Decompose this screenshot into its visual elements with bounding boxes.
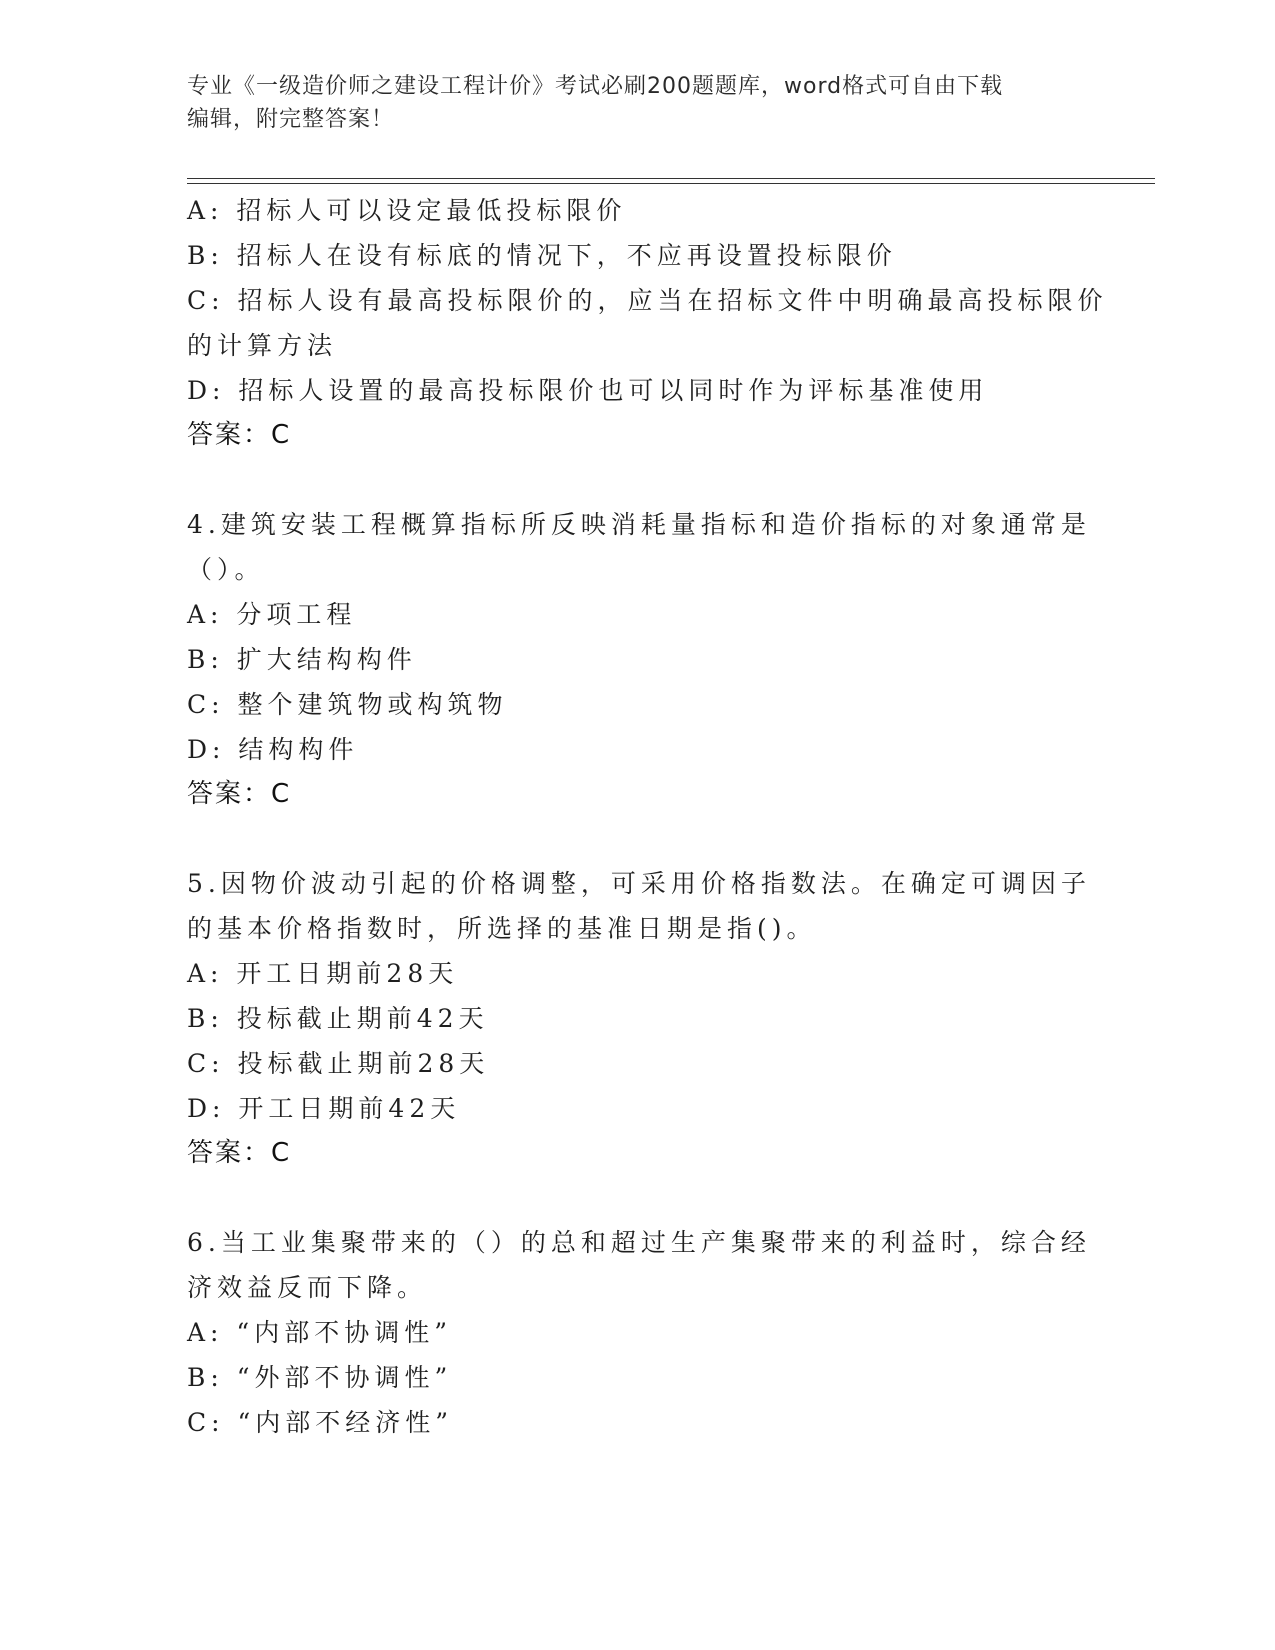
q4-stem-line-2: （）。 — [187, 555, 265, 584]
q3-option-b: B: 招标人在设有标底的情况下，不应再设置投标限价 — [187, 241, 897, 270]
q5-answer: 答案：C — [187, 1138, 292, 1168]
q4-option-c: C: 整个建筑物或构筑物 — [187, 690, 508, 719]
q3-option-c-continued: 的计算方法 — [187, 331, 338, 360]
q3-option-d: D: 招标人设置的最高投标限价也可以同时作为评标基准使用 — [187, 376, 989, 405]
question-5-block — [187, 861, 1091, 1176]
q6-stem-line-1: 6.当工业集聚带来的（）的总和超过生产集聚带来的利益时，综合经 — [187, 1228, 1091, 1257]
q4-option-a: A: 分项工程 — [187, 600, 357, 629]
q4-answer: 答案：C — [187, 779, 292, 809]
header-rule-bottom — [187, 183, 1155, 184]
spacer — [187, 817, 1087, 861]
q6-option-a: A: “内部不协调性” — [187, 1318, 452, 1347]
q5-stem-line-1: 5.因物价波动引起的价格调整，可采用价格指数法。在确定可调因子 — [187, 869, 1091, 898]
document-header — [187, 70, 1067, 136]
q4-option-d: D: 结构构件 — [187, 735, 359, 764]
question-3-block — [187, 188, 1108, 458]
question-content — [187, 188, 1108, 1445]
question-4-block — [187, 502, 1091, 817]
q5-option-d: D: 开工日期前42天 — [187, 1094, 461, 1123]
q5-option-c: C: 投标截止期前28天 — [187, 1049, 490, 1078]
header-line-2: 编辑，附完整答案！ — [187, 107, 395, 132]
header-rule-top — [187, 178, 1155, 179]
q6-option-b: B: “外部不协调性” — [187, 1363, 453, 1392]
q4-stem-line-1: 4.建筑安装工程概算指标所反映消耗量指标和造价指标的对象通常是 — [187, 510, 1091, 539]
q5-option-a: A: 开工日期前28天 — [187, 959, 459, 988]
q6-stem-line-2: 济效益反而下降。 — [187, 1273, 428, 1302]
q6-option-c: C: “内部不经济性” — [187, 1408, 454, 1437]
q5-option-b: B: 投标截止期前42天 — [187, 1004, 489, 1033]
header-line-1: 专业《一级造价师之建设工程计价》考试必刷200题题库，word格式可自由下载 — [187, 74, 1004, 99]
q3-option-c: C: 招标人设有最高投标限价的，应当在招标文件中明确最高投标限价 — [187, 286, 1108, 315]
q5-stem-line-2: 的基本价格指数时，所选择的基准日期是指()。 — [187, 914, 817, 943]
q3-answer: 答案：C — [187, 420, 292, 450]
spacer — [187, 1176, 1087, 1220]
q4-option-b: B: 扩大结构构件 — [187, 645, 417, 674]
spacer — [187, 458, 1087, 502]
q3-option-a: A: 招标人可以设定最低投标限价 — [187, 196, 627, 225]
question-6-block — [187, 1220, 1091, 1445]
